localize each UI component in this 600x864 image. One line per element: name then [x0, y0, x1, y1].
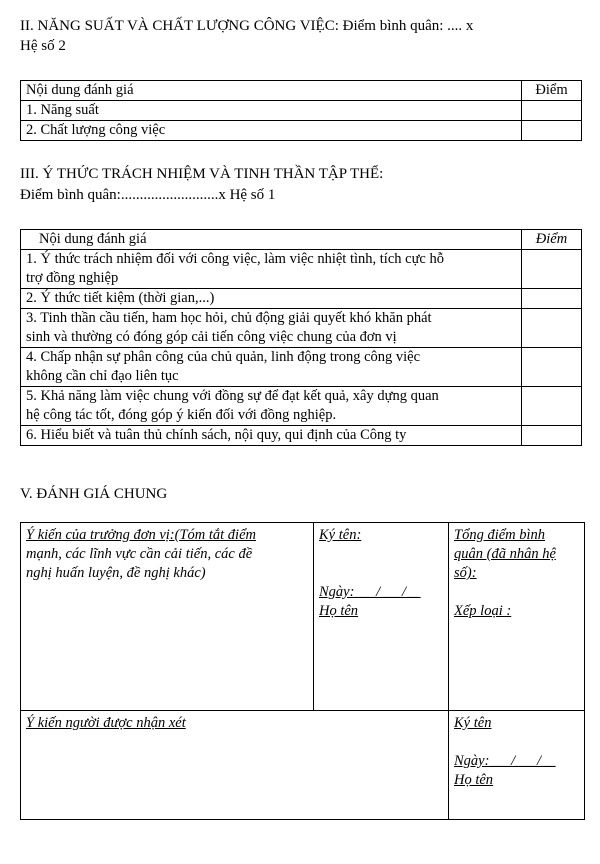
- total-score-cell[interactable]: [449, 523, 585, 711]
- score-cell[interactable]: [522, 309, 582, 348]
- row-line: 2. Ý thức tiết kiệm (thời gian,...): [26, 290, 215, 306]
- reviewee-opinion-label: Ý kiến người được nhận xét: [26, 715, 186, 731]
- table-row: [21, 250, 582, 289]
- row-line: trợ đồng nghiệp: [26, 270, 119, 286]
- score-cell[interactable]: [522, 289, 582, 309]
- row-line: 6. Hiểu biết và tuân thủ chính sách, nội quy, qui định của Công ty: [26, 427, 407, 443]
- row-line: không cần chỉ đạo liên tục: [26, 368, 179, 384]
- general-evaluation-table: [20, 522, 585, 820]
- row-label: 2. Chất lượng công việc: [21, 121, 522, 141]
- score-cell[interactable]: [522, 250, 582, 289]
- manager-opinion-line: nghị huấn luyện, đề nghị khác): [26, 565, 206, 581]
- signature-label: Ký tên:: [319, 527, 362, 543]
- score-cell[interactable]: [522, 348, 582, 387]
- table-row: [21, 101, 582, 121]
- row-label: [21, 289, 522, 309]
- total-score-label: quân (đã nhân hệ: [454, 546, 556, 562]
- section2-title: II. NĂNG SUẤT VÀ CHẤT LƯỢNG CÔNG VIỆC: Điểm bình quân: .... x: [20, 18, 474, 34]
- reviewee-row: [21, 711, 585, 820]
- table-header: [21, 230, 582, 250]
- row-line: 5. Khả năng làm việc chung với đồng sự để đạt kết quả, xây dựng quan: [26, 388, 439, 404]
- table-row: [21, 348, 582, 387]
- score-cell[interactable]: [522, 101, 582, 121]
- name-label: Họ tên: [319, 603, 359, 619]
- score-cell[interactable]: [522, 121, 582, 141]
- row-label: [21, 309, 522, 348]
- table-row: [21, 289, 582, 309]
- row-label: [21, 426, 522, 446]
- section3-subtitle: Điểm bình quân:..........................x Hệ số 1: [20, 187, 276, 203]
- score-cell[interactable]: [522, 426, 582, 446]
- rank-label: Xếp loại :: [454, 603, 512, 619]
- reviewee-opinion-cell[interactable]: [21, 711, 449, 820]
- date-label: Ngày:___/___/__: [319, 584, 421, 600]
- total-score-label: Tổng điểm bình: [454, 527, 546, 543]
- row-line: hệ công tác tốt, đóng góp ý kiến đối với đồng nghiệp.: [26, 407, 337, 423]
- date-label: Ngày:___/___/__: [454, 753, 556, 769]
- header-score: Điểm: [522, 81, 582, 101]
- row-line: 3. Tinh thần cầu tiến, ham học hỏi, chủ động giải quyết khó khăn phát: [26, 310, 432, 326]
- signature-label: Ký tên: [454, 715, 492, 731]
- header-content: Nội dung đánh giá: [21, 81, 522, 101]
- row-label: [21, 387, 522, 426]
- manager-opinion-line: mạnh, các lĩnh vực cần cải tiến, các đề: [26, 546, 253, 562]
- section3-table: [20, 229, 582, 446]
- name-label: Họ tên: [454, 772, 494, 788]
- table-row: [21, 426, 582, 446]
- row-line: 1. Ý thức trách nhiệm đối với công việc, làm việc nhiệt tình, tích cực hỗ: [26, 251, 444, 267]
- manager-row: [21, 523, 585, 711]
- manager-opinion-label: Ý kiến của trưởng đơn vị:(Tóm tắt điểm: [26, 527, 256, 543]
- total-score-label: số):: [454, 565, 477, 581]
- score-cell[interactable]: [522, 387, 582, 426]
- table-row: [21, 387, 582, 426]
- header-content: Nội dung đánh giá: [21, 230, 522, 250]
- reviewee-signature-cell[interactable]: [449, 711, 585, 820]
- table-header: [21, 81, 582, 101]
- row-label: [21, 348, 522, 387]
- manager-signature-cell[interactable]: [314, 523, 449, 711]
- section2-coefficient: Hệ số 2: [20, 38, 66, 54]
- row-label: [21, 250, 522, 289]
- manager-opinion-cell[interactable]: [21, 523, 314, 711]
- row-label: 1. Năng suất: [21, 101, 522, 121]
- section5-title: V. ĐÁNH GIÁ CHUNG: [20, 486, 168, 502]
- row-line: 4. Chấp nhận sự phân công của chủ quản, linh động trong công việc: [26, 349, 421, 365]
- header-score: Điểm: [522, 230, 582, 250]
- section3-title: III. Ý THỨC TRÁCH NHIỆM VÀ TINH THẦN TẬP THỂ:: [20, 166, 384, 182]
- table-row: [21, 121, 582, 141]
- row-line: sinh và thường có đóng góp cải tiến công việc chung của đơn vị: [26, 329, 397, 345]
- section2-table: [20, 80, 582, 141]
- table-row: [21, 309, 582, 348]
